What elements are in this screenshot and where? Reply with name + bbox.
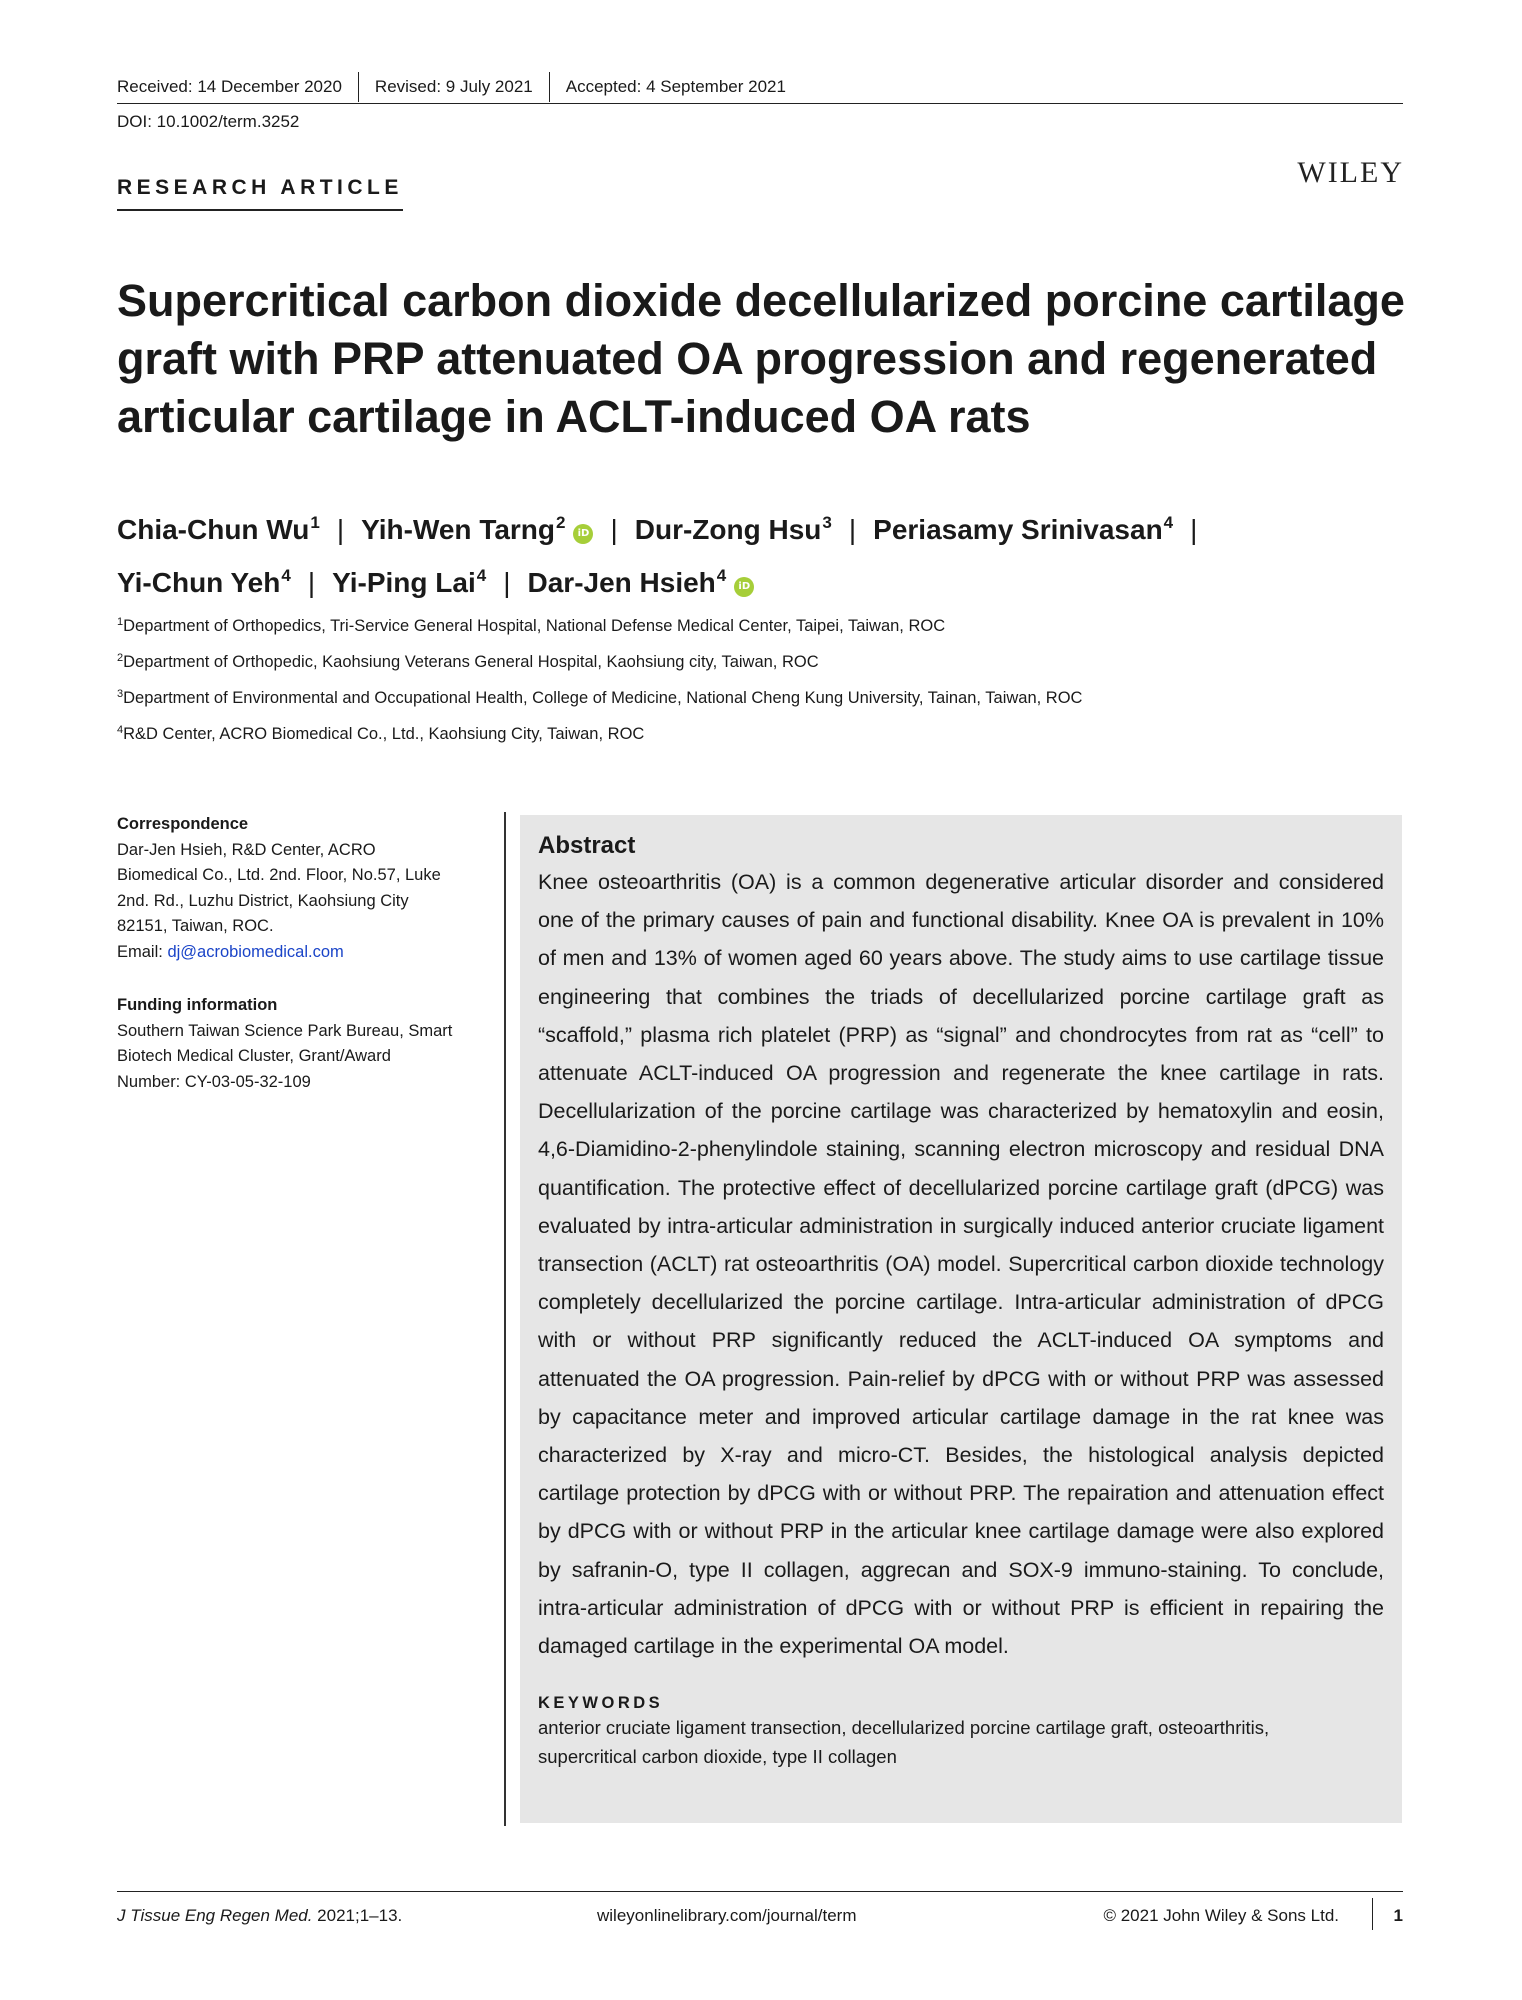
affiliation: [117, 616, 1407, 652]
author-separator: |: [307, 567, 316, 598]
author[interactable]: [361, 514, 593, 545]
revised-date: Revised: 9 July 2021: [358, 72, 549, 102]
column-divider: [504, 812, 506, 1826]
funding-line: Southern Taiwan Science Park Bureau, Smart: [117, 1021, 453, 1040]
affiliation-number: 3: [117, 688, 124, 700]
footer-citation: [117, 1906, 402, 1926]
author-name: Yih-Wen Tarng: [361, 514, 556, 545]
correspondence-line: 82151, Taiwan, ROC.: [117, 917, 274, 935]
author-affiliation-number: 4: [281, 566, 291, 585]
abstract-heading: Abstract: [538, 832, 636, 859]
email-label: Email:: [117, 942, 168, 961]
affiliation-text: R&D Center, ACRO Biomedical Co., Ltd., Kaohsiung City, Taiwan, ROC: [123, 725, 645, 743]
author-affiliation-number: 3: [822, 513, 832, 532]
author-affiliation-number: 4: [1163, 513, 1174, 532]
page-number: 1: [1393, 1906, 1403, 1925]
author-name: Periasamy Srinivasan: [873, 514, 1163, 545]
author-affiliation-number: 4: [476, 566, 487, 585]
affiliation: [117, 652, 1407, 688]
orcid-icon[interactable]: iD: [734, 577, 754, 597]
article-dates: [117, 72, 1403, 104]
affiliation-text: Department of Environmental and Occupational Health, College of Medicine, National Cheng Kung University, Tainan, Taiwan, ROC: [123, 689, 1083, 707]
author[interactable]: [635, 514, 832, 545]
author[interactable]: [117, 514, 320, 545]
author-separator: |: [848, 514, 857, 545]
keywords-heading: KEYWORDS: [538, 1694, 664, 1713]
correspondence-heading: Correspondence: [117, 815, 249, 833]
doi: DOI: 10.1002/term.3252: [117, 112, 300, 131]
sidebar: [117, 812, 487, 1095]
author-name: Yi-Chun Yeh: [117, 567, 281, 598]
affiliation-text: Department of Orthopedics, Tri-Service General Hospital, National Defense Medical Center, Taipei, Taiwan, ROC: [123, 617, 946, 635]
funding-line: Number: CY-03-05-32-109: [117, 1072, 311, 1091]
article-type: RESEARCH ARTICLE: [117, 176, 403, 211]
author-separator: |: [503, 567, 511, 598]
page-footer: [117, 1891, 1403, 1925]
author-name: Yi-Ping Lai: [332, 567, 476, 598]
affiliation: [117, 724, 1407, 760]
author-separator: |: [336, 514, 345, 545]
journal-website-link[interactable]: wileyonlinelibrary.com/journal/term: [597, 1906, 857, 1925]
author-name: Dur-Zong Hsu: [634, 514, 822, 545]
affiliation-number: 4: [117, 724, 124, 736]
author[interactable]: [332, 567, 486, 598]
footer-divider: [1372, 1898, 1374, 1930]
accepted-date: Accepted: 4 September 2021: [549, 72, 802, 102]
keywords-line: anterior cruciate ligament transection, decellularized porcine cartilage graft, osteoarthritis,: [538, 1717, 1270, 1739]
author-name: Chia-Chun Wu: [117, 514, 310, 545]
author-separator: |: [1190, 514, 1198, 545]
affiliation-number: 1: [117, 616, 124, 628]
correspondence-line: Biomedical Co., Ltd. 2nd. Floor, No.57, Luke: [117, 866, 441, 884]
keywords-line: supercritical carbon dioxide, type II collagen: [538, 1746, 897, 1768]
affiliation-list: [117, 616, 1407, 760]
correspondence-email-line: [117, 940, 487, 966]
journal-name: J Tissue Eng Regen Med.: [117, 1906, 313, 1925]
orcid-icon[interactable]: iD: [573, 524, 593, 544]
journal-year-pages: 2021;1–13.: [312, 1906, 403, 1925]
abstract-text: Knee osteoarthritis (OA) is a common degenerative articular disorder and considered one of the primary causes of pain and functional disability. Knee OA is prevalent in 10% of men and 13% of women aged 60 years above. The study aims to use cartilage tissue engineering that combines the triads of decellularized porcine cartilage graft as “scaffold,” plasma rich platelet (PRP) as “signal” and chondrocytes from rat as “cell” to attenuate ACLT-induced OA progression and regenerate the knee cartilage in rats. Decellularization of the porcine cartilage was characterized by hematoxylin and eosin, 4,6-Diamidino-2-phenylindole staining, scanning electron microscopy and residual DNA quantification. The protective effect of decellularized porcine cartilage graft (dPCG) was evaluated by intra-articular administration in surgically induced anterior cruciate ligament transection (ACLT) rat osteoarthritis (OA) model. Supercritical carbon dioxide technology completely decellularized the porcine cartilage. Intra-articular administration of dPCG with or without PRP significantly reduced the ACLT-induced OA symptoms and attenuated the OA progression. Pain-relief by dPCG with or without PRP was assessed by capacitance meter and improved articular cartilage damage in the rat knee was characterized by X-ray and micro-CT. Besides, the histological analysis depicted cartilage protection by dPCG with or without PRP. The repairation and attenuation effect by dPCG with or without PRP in the articular knee cartilage damage were also explored by safranin-O, type II collagen, aggrecan and SOX-9 immuno-staining. To conclude, intra-articular administration of dPCG with or without PRP is efficient in repairing the damaged cartilage in the experimental OA model.: [538, 870, 1384, 1659]
affiliation-text: Department of Orthopedic, Kaohsiung Veterans General Hospital, Kaohsiung city, Taiwan, ROC: [123, 653, 819, 671]
email-link[interactable]: dj@acrobiomedical.com: [167, 942, 344, 961]
author[interactable]: [528, 567, 755, 598]
author-affiliation-number: 4: [716, 566, 727, 585]
author[interactable]: [117, 567, 291, 598]
correspondence-line: 2nd. Rd., Luzhu District, Kaohsiung City: [117, 891, 409, 910]
affiliation-number: 2: [117, 652, 124, 664]
author-separator: |: [610, 514, 618, 545]
article-title: Supercritical carbon dioxide decellularized porcine cartilage graft with PRP attenuated OA progression and regenerated articular cartilage in ACLT-induced OA rats: [117, 275, 1405, 442]
publisher-logo: WILEY: [1297, 156, 1404, 189]
copyright: © 2021 John Wiley & Sons Ltd.: [1103, 1906, 1339, 1925]
received-date: Received: 14 December 2020: [117, 77, 342, 96]
affiliation: [117, 688, 1407, 724]
correspondence-line: Dar-Jen Hsieh, R&D Center, ACRO: [117, 840, 376, 859]
author-name: Dar-Jen Hsieh: [527, 567, 716, 598]
author[interactable]: [873, 514, 1173, 545]
author-affiliation-number: 2: [556, 513, 566, 532]
funding-line: Biotech Medical Cluster, Grant/Award: [117, 1047, 391, 1065]
author-list: [117, 500, 1407, 606]
author-affiliation-number: 1: [310, 513, 320, 532]
abstract-box: [520, 815, 1402, 1823]
funding-heading: Funding information: [117, 996, 278, 1014]
